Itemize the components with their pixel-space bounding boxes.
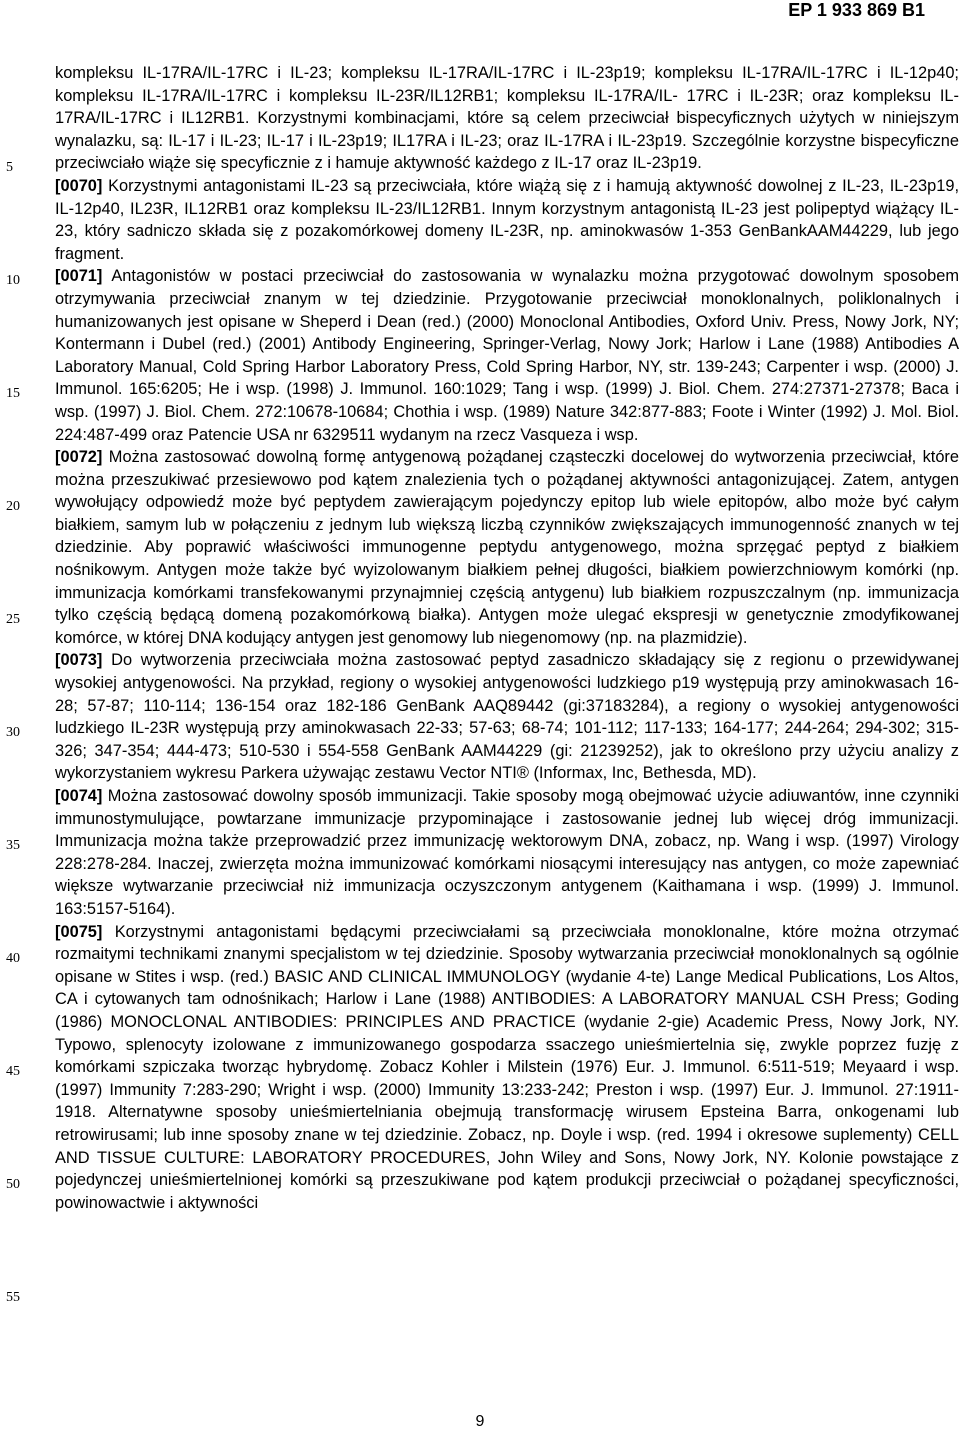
paragraph-text: Można zastosować dowolny sposób immunizacji. Takie sposoby mogą obejmować użycie adiuwantów, inne czynniki immunostymulujące, powtarzane immunizacje przypominające i zastosowanie jednej lub więcej dróg immunizacji. Immunizacja można także przeprowadzić przez immunizację wektorowym DNA, zobacz, np. Wang i wsp. (1997) Virology 228:278-284. Inaczej, zwierzęta można immunizować komórkami niosącymi interesujący nas antygen, co może zapewniać większe wytwarzanie przeciwciał niż immunizacja oczyszczonym antygenem (Kaithamana i wsp. (1999) J. Immunol. 163:5157-5164). [55,787,959,918]
line-number: 35 [6,838,20,853]
paragraph-number: [0075] [55,922,103,941]
line-number: 30 [6,725,20,740]
paragraph-text: Można zastosować dowolną formę antygenową pożądanej cząsteczki docelowej do wytworzenia przeciwciał, które można przeszukiwać przesiewowo pod kątem znalezienia tych o pożądanej aktywności antagonizującej. Zatem, antygen wywołujący odpowiedź może być peptydem zawierającym pojedynczy epitop lub wiele epitopów, albo może być całym białkiem, samym lub w połączeniu z jednym lub większą liczbą czynników zwiększających immunogenność znanych w tej dziedzinie. Aby poprawić właściwości immunogenne peptydu antygenowego, można sprzęgać peptyd z białkiem nośnikowym. Antygen może także być wyizolowanym białkiem pełnej długości, białkiem powierzchniowym komórki (np. immunizacja komórkami transfekowanymi przynajmniej częścią antygenu) lub białkiem rozpuszczalnym (np. immunizacja tylko częścią będącą domeną pozakomórkową białka). Antygen może ulegać ekspresji w genetycznie zmodyfikowanej komórce, w której DNA kodujący antygen jest genomowy lub niegenomowy (np. na plazmidzie). [55,448,960,647]
paragraph-text: Do wytworzenia przeciwciała można zastosować peptyd zasadniczo składający się z regionu o przewidywanej wysokiej antygenowości. Na przykład, regiony o wysokiej antygenowości ludzkiego p19 występują przy aminokwasach 16-28; 57-87; 110-114; 136-154 oraz 182-186 GenBank AAQ89442 (gi:37183284), a regiony o wysokiej antygenowości ludzkiego IL-23R występują przy aminokwasach 22-33; 57-63; 68-74; 101-112; 117-133; 164-177; 244-264; 294-302; 315-326; 347-354; 444-473; 510-530 i 554-558 GenBank AAM44229 (gi: 21239252), jak to określono przy użyciu analizy z wykorzystaniem wykresu Parkera używając zestawu Vector NTI® (Informax, Inc, Bethesda, MD). [55,651,960,783]
paragraph-number: [0070] [55,176,103,195]
paragraph-0072 [55,446,959,649]
page-number: 9 [475,1413,485,1430]
line-number: 50 [6,1177,20,1192]
line-number: 25 [6,612,20,627]
line-number: 55 [6,1290,20,1305]
paragraph-text: Korzystnymi antagonistami IL-23 są przeciwciała, które wiążą się z i hamują aktywność dowolnej z IL-23, IL-23p19, IL-12p40, IL23R, IL12RB1 oraz kompleksu IL-23/IL12RB1. Innym korzystnym antagonistą IL-23 jest polipeptyd wiążący IL-23, który sadniczo składa się z pozakomórkowej domeny IL-23R, np. aminokwasów 1-353 GenBankAAM44229, lub jego fragment. [55,176,960,263]
line-number: 40 [6,951,20,966]
paragraph-number: [0073] [55,651,103,670]
line-number: 20 [6,499,20,514]
line-number: 15 [6,386,20,401]
paragraph-0071 [55,265,959,446]
line-number: 45 [6,1064,20,1079]
paragraph-number: [0074] [55,787,103,805]
line-number-margin [0,0,40,1433]
document-number: EP 1 933 869 B1 [788,0,925,20]
paragraph-text: Antagonistów w postaci przeciwciał do zastosowania w wynalazku można przygotować dowolnym sposobem otrzymywania przeciwciał znanym w tej dziedzinie. Przygotowanie przeciwciał monoklonalnych, poliklonalnych i humanizowanych jest opisane w Sheperd i Dean (red.) (2000) Monoclonal Antibodies, Oxford Univ. Press, Nowy Jork, NY; Kontermann i Dubel (red.) (2001) Antibody Engineering, Springer-Verlag, Nowy Jork; Harlow i Lane (1988) Antibodies A Laboratory Manual, Cold Spring Harbor Laboratory Press, Cold Spring Harbor, NY, str. 139-243; Carpenter i wsp. (2000) J. Immunol. 165:6205; He i wsp. (1998) J. Immunol. 160:1029; Tang i wsp. (1999) J. Biol. Chem. 274:27371-27378; Baca i wsp. (1997) J. Biol. Chem. 272:10678-10684; Chothia i wsp. (1989) Nature 342:877-883; Foote i Winter (1992) J. Mol. Biol. 224:487-499 oraz Patencie USA nr 6329511 wydanym na rzecz Vasqueza i wsp. [55,267,959,444]
paragraph-number: [0072] [55,448,103,467]
paragraph-number: [0071] [55,267,103,286]
paragraph-0073 [55,649,959,785]
paragraph-0070 [55,175,959,265]
paragraph-text: kompleksu IL-17RA/IL-17RC i IL-23; kompleksu IL-17RA/IL-17RC i IL-23p19; kompleksu IL-17RA/IL-17RC i IL-12p40; kompleksu IL-17RA/IL-17RC i kompleksu IL-23R/IL12RB1; kompleksu IL-17RA/IL- 17RC i IL-23R; oraz kompleksu IL-17RA/IL-17RC i IL12RB1. Korzystnymi kombinacjami, które są celem przeciwciał bispecyficznych użytych w niniejszym wynalazku, są: IL-17 i IL-23; IL-17 i IL-23p19; IL17RA i IL-23; oraz IL-17RA i IL-23p19. Szczególnie korzystne bispecyficzne przeciwciało wiąże się specyficznie z i hamuje aktywność każdego z IL-17 oraz IL-23p19. [55,64,959,173]
paragraph-text: Korzystnymi antagonistami będącymi przeciwciałami są przeciwciała monoklonalne, które można otrzymać rozmaitymi technikami znanymi specjalistom w tej dziedzinie. Sposoby wytwarzania przeciwciał monoklonalnych są ogólnie opisane w Stites i wsp. (red.) BASIC AND CLINICAL IMMUNOLOGY (wydanie 4-te) Lange Medical Publications, Los Altos, CA i cytowanych tam odnośnikach; Harlow i Lane (1988) ANTIBODIES: A LABORATORY MANUAL CSH Press; Goding (1986) MONOCLONAL ANTIBODIES: PRINCIPLES AND PRACTICE (wydanie 2-gie) Academic Press, Nowy Jork, NY. Typowo, splenocyty izolowane z immunizowanego gospodarza ssaczego unieśmiertelnia się, zwykle poprzez fuzję z komórkami szpiczaka tworząc hybrydomę. Zobacz Kohler i Milstein (1976) Eur. J. Immunol. 6:511-519; Meyaard i wsp. (1997) Immunity 7:283-290; Wright i wsp. (2000) Immunity 13:233-242; Preston i wsp. (1997) Eur. J. Immunol. 27:1911-1918. Alternatywne sposoby unieśmiertelniania obejmują transformację wirusem Epsteina Barra, onkogenami lub retrowirusami; lub inne sposoby znane w tej dziedzinie. Zobacz, np. Doyle i wsp. (red. 1994 i okresowe suplementy) CELL AND TISSUE CULTURE: LABORATORY PROCEDURES, John Wiley and Sons, Nowy Jork, NY. Kolonie powstające z pojedynczej unieśmiertelnionej komórki są przeszukiwane pod kątem produkcji przeciwciał o pożądanej specyficzności, powinowactwie i aktywności [55,922,959,1212]
paragraph-0075 [55,921,959,1215]
line-number: 5 [6,160,13,175]
paragraph-0074 [55,785,959,921]
paragraph-continuation [55,62,959,175]
document-body [55,62,959,1214]
line-number: 10 [6,273,20,288]
